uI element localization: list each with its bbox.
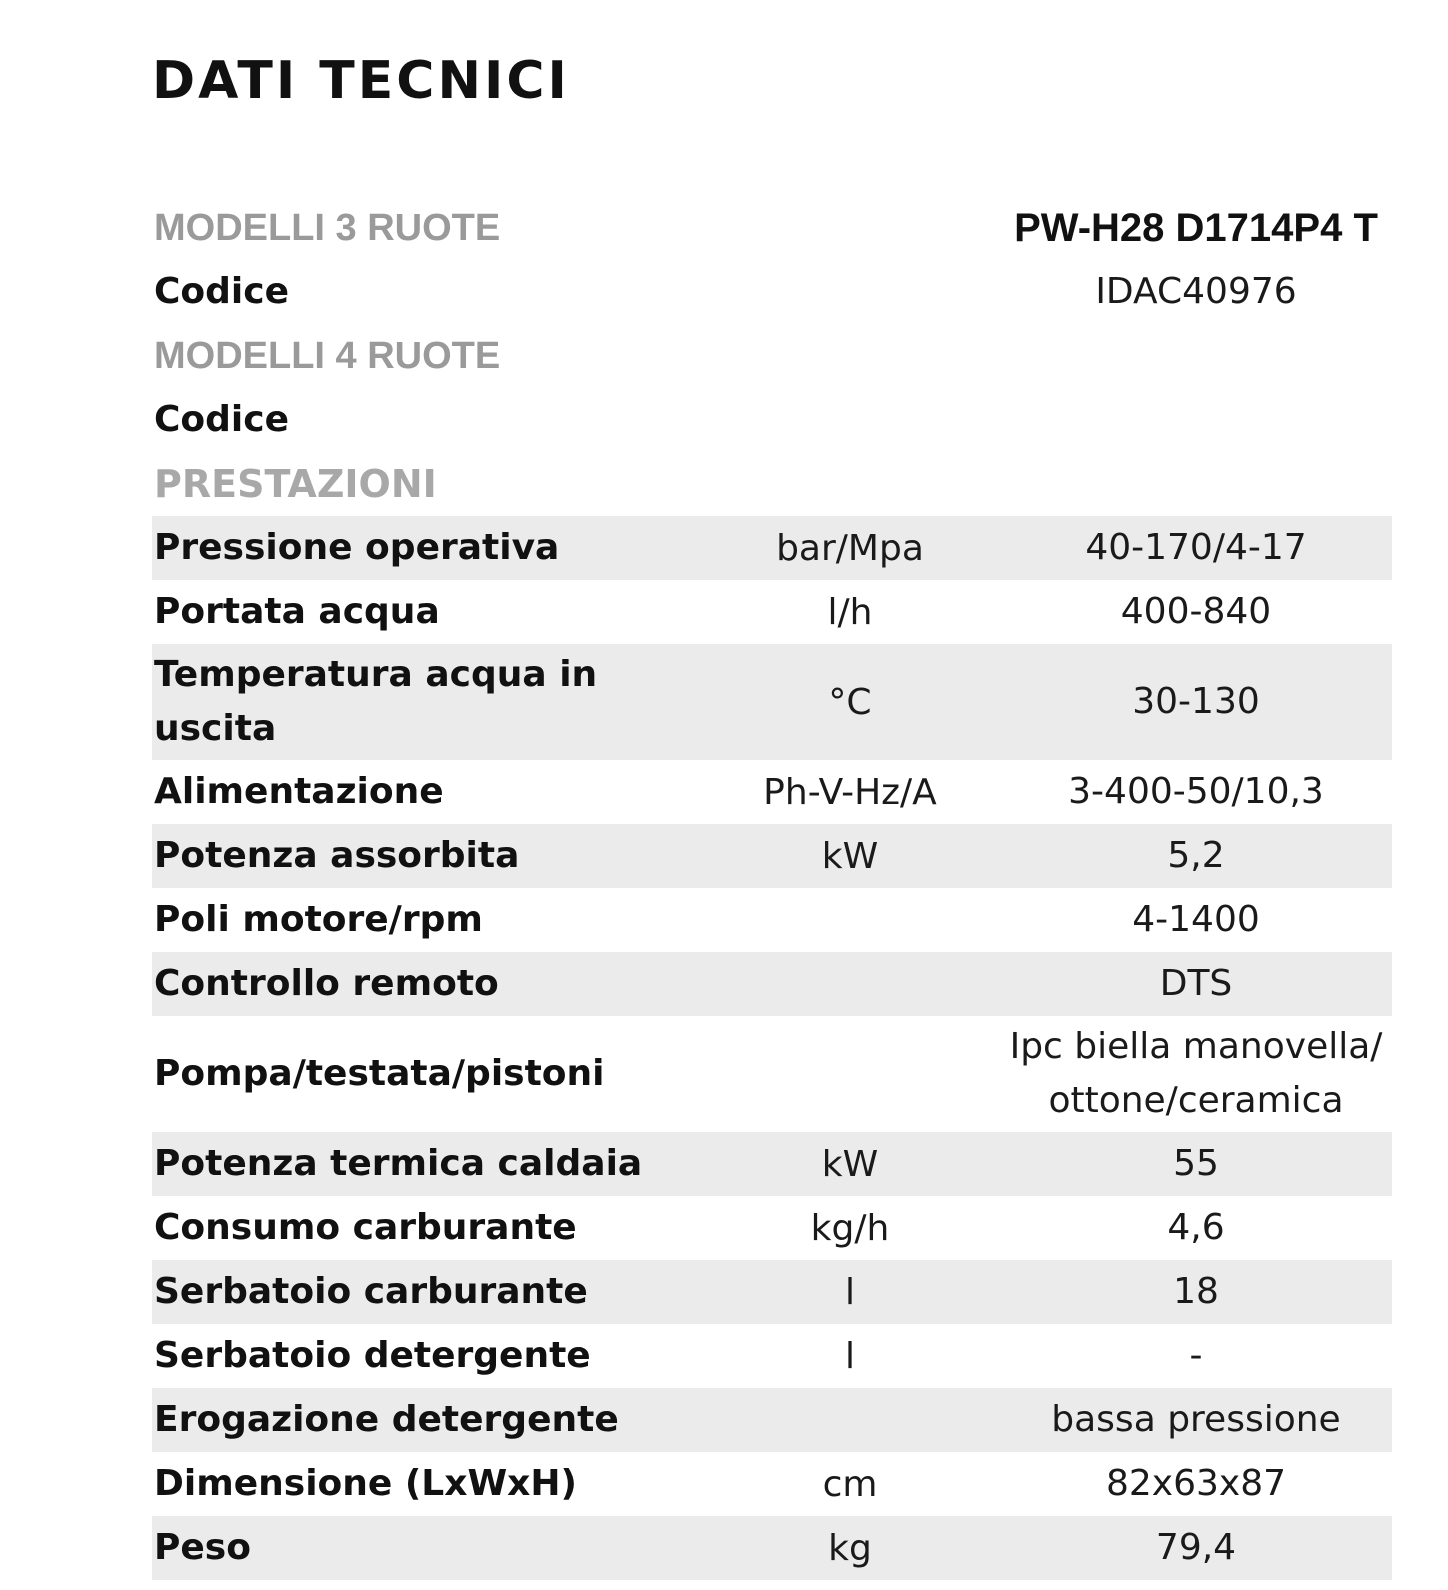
spec-label: Pressione operativa — [154, 527, 560, 568]
spec-row-pompa — [152, 1016, 1392, 1132]
spec-value: - — [1189, 1335, 1203, 1376]
spec-value: 400-840 — [1120, 591, 1272, 632]
spec-row-potenza-assorbita — [152, 824, 1392, 888]
spec-value: 82x63x87 — [1105, 1463, 1287, 1504]
spec-row-consumo-carburante — [152, 1196, 1392, 1260]
spec-row-controllo-remoto — [152, 952, 1392, 1016]
spec-value: 3-400-50/10,3 — [1068, 771, 1324, 812]
code-label: Codice — [154, 399, 290, 440]
section-heading-label: MODELLI 3 RUOTE — [154, 207, 501, 249]
spec-value: Ipc biella manovella/ ottone/ceramica — [1009, 1026, 1383, 1121]
spec-row-serbatoio-carburante — [152, 1260, 1392, 1324]
section-heading-label: PRESTAZIONI — [154, 462, 437, 506]
spec-value: 18 — [1173, 1271, 1219, 1312]
code-row-4-wheels — [152, 388, 1392, 452]
spec-row-erogazione-detergente — [152, 1388, 1392, 1452]
spec-label: Serbatoio detergente — [154, 1335, 591, 1376]
spec-label: Erogazione detergente — [154, 1399, 619, 1440]
spec-label: Controllo remoto — [154, 963, 499, 1004]
spec-unit: l/h — [827, 591, 873, 633]
spec-row-pressione-operativa — [152, 516, 1392, 580]
spec-value: 4,6 — [1167, 1207, 1225, 1248]
spec-label: Alimentazione — [154, 771, 444, 812]
spec-label: Pompa/testata/pistoni — [154, 1053, 605, 1094]
spec-value: 4-1400 — [1132, 899, 1260, 940]
section-heading-performance — [152, 452, 1392, 516]
spec-value: 40-170/4-17 — [1085, 527, 1307, 568]
code-row-3-wheels — [152, 260, 1392, 324]
spec-label: Portata acqua — [154, 591, 440, 632]
spec-value: 55 — [1173, 1143, 1219, 1184]
spec-label: Peso — [154, 1527, 251, 1568]
page-title: DATI TECNICI — [152, 51, 570, 111]
spec-row-serbatoio-detergente — [152, 1324, 1392, 1388]
spec-unit: kg — [828, 1527, 872, 1569]
spec-value: 30-130 — [1132, 681, 1260, 722]
code-value: IDAC40976 — [1095, 271, 1297, 312]
section-heading-label: MODELLI 4 RUOTE — [154, 335, 501, 377]
spec-row-temperatura-acqua — [152, 644, 1392, 760]
spec-value: 5,2 — [1167, 835, 1225, 876]
spec-unit: kW — [821, 835, 879, 877]
spec-row-potenza-termica — [152, 1132, 1392, 1196]
spec-unit: bar/Mpa — [776, 527, 924, 569]
code-label: Codice — [154, 271, 290, 312]
spec-unit: kg/h — [810, 1207, 890, 1249]
spec-unit: Ph-V-Hz/A — [763, 771, 937, 813]
spec-label: Potenza termica caldaia — [154, 1143, 643, 1184]
spec-unit: l — [844, 1335, 855, 1377]
section-heading-4-wheels — [152, 324, 1392, 388]
spec-unit: kW — [821, 1143, 879, 1185]
spec-label: Consumo carburante — [154, 1207, 577, 1248]
spec-row-portata-acqua — [152, 580, 1392, 644]
spec-label: Serbatoio carburante — [154, 1271, 588, 1312]
spec-value: 79,4 — [1155, 1527, 1237, 1568]
model-name: PW-H28 D1714P4 T — [1014, 206, 1378, 250]
section-heading-3-wheels — [152, 196, 1392, 260]
spec-value: bassa pressione — [1051, 1399, 1341, 1440]
spec-label: Temperatura acqua in uscita — [154, 654, 598, 749]
spec-label: Poli motore/rpm — [154, 899, 483, 940]
spec-label: Dimensione (LxWxH) — [154, 1463, 577, 1504]
spec-label: Potenza assorbita — [154, 835, 520, 876]
spec-row-peso — [152, 1516, 1392, 1580]
spec-unit: l — [844, 1271, 855, 1313]
spec-row-alimentazione — [152, 760, 1392, 824]
spec-table — [152, 196, 1392, 1580]
spec-unit: cm — [822, 1463, 878, 1505]
spec-row-poli-motore — [152, 888, 1392, 952]
spec-row-dimensione — [152, 1452, 1392, 1516]
spec-unit: °C — [828, 681, 872, 723]
spec-value: DTS — [1159, 963, 1233, 1004]
